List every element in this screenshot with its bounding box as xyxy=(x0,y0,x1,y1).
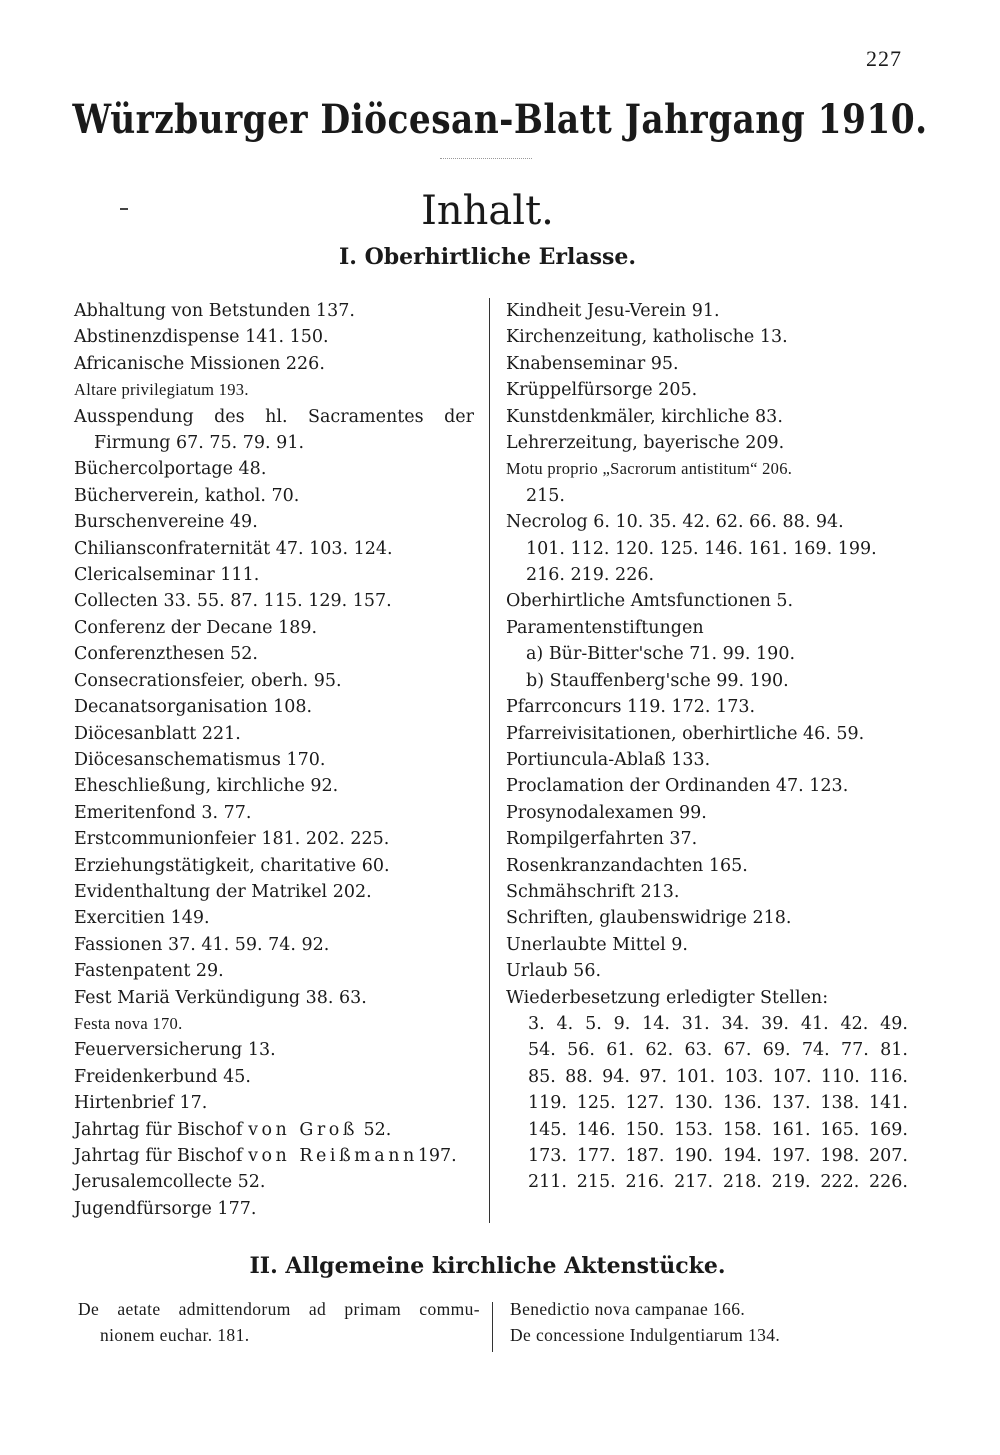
index-entry: Conferenzthesen 52. xyxy=(74,644,258,665)
index-column-left xyxy=(74,298,474,1222)
number-row xyxy=(528,1117,908,1143)
number-row xyxy=(528,1064,908,1090)
entry-page: 52. xyxy=(363,1119,392,1140)
page-reference: 177. xyxy=(576,1146,616,1166)
entry-name-spaced: von Groß xyxy=(248,1119,358,1140)
page-reference: 226. xyxy=(869,1172,908,1193)
page-reference: 215. xyxy=(576,1172,616,1193)
index-entry: Krüppelfürsorge 205. xyxy=(506,380,698,401)
page-reference: 88. xyxy=(565,1066,593,1087)
index-entry: Ausspendung des hl. Sacramentes der xyxy=(74,406,474,427)
index-entry: Exercitien 149. xyxy=(74,908,210,929)
title-divider xyxy=(440,158,532,159)
page-reference: 136. xyxy=(722,1093,762,1114)
index-entry: Abstinenzdispense 141. 150. xyxy=(74,327,329,348)
index-entry: De aetate admittendorum ad primam commu- xyxy=(78,1299,480,1319)
index-entry: Pfarrconcurs 119. 172. 173. xyxy=(506,697,756,718)
page-reference: 56. xyxy=(567,1040,595,1061)
page-reference: 69. xyxy=(762,1040,791,1061)
page-reference: 85. xyxy=(528,1066,556,1087)
index-subentry: b) Stauffenberg'sche 99. 190. xyxy=(526,670,789,691)
index-entry: Fassionen 37. 41. 59. 74. 92. xyxy=(74,934,330,955)
wiederbesetzung-number-list xyxy=(506,1011,906,1196)
index-entry-continuation: 215. xyxy=(526,485,565,506)
index-entry: Consecrationsfeier, oberh. 95. xyxy=(74,670,342,691)
index-entry: Proclamation der Ordinanden 47. 123. xyxy=(506,776,849,797)
page-reference: 127. xyxy=(625,1093,665,1114)
page-reference: 138. xyxy=(820,1093,860,1114)
index-entry: Erstcommunionfeier 181. 202. 225. xyxy=(74,829,390,850)
index-entry: Conferenz der Decane 189. xyxy=(74,617,318,638)
index-entry: Motu proprio „Sacrorum antistitum“ 206. xyxy=(506,459,793,479)
index-entry: Oberhirtliche Amtsfunctionen 5. xyxy=(506,591,794,612)
page-reference: 211. xyxy=(528,1172,567,1193)
page-reference: 187. xyxy=(625,1146,665,1166)
page-reference: 39. xyxy=(761,1013,789,1034)
page-reference: 197. xyxy=(771,1146,811,1166)
page-reference: 101. xyxy=(676,1066,716,1087)
index-entry: Kindheit Jesu-Verein 91. xyxy=(506,301,720,321)
page-reference: 190. xyxy=(674,1146,714,1166)
index-entry: Unerlaubte Mittel 9. xyxy=(506,934,688,955)
index-entry: Lehrerzeitung, bayerische 209. xyxy=(506,433,785,454)
page-reference: 67. xyxy=(723,1040,752,1061)
index-entry: Feuerversicherung 13. xyxy=(74,1040,276,1061)
page-reference: 216. xyxy=(625,1172,665,1193)
entry-text: Jahrtag für Bischof xyxy=(74,1146,243,1166)
index-entry: Chiliansconfraternität 47. 103. 124. xyxy=(74,538,393,559)
index-entry: Diöcesanschematismus 170. xyxy=(74,749,326,770)
index-entry: Kirchenzeitung, katholische 13. xyxy=(506,327,788,348)
index-entry: Decanatsorganisation 108. xyxy=(74,697,313,718)
page-reference: 103. xyxy=(724,1066,764,1087)
page-reference: 153. xyxy=(674,1119,714,1140)
page-reference: 137. xyxy=(771,1093,811,1114)
page-reference: 145. xyxy=(528,1119,567,1140)
entry-page: 197. xyxy=(417,1146,457,1166)
page-reference: 42. xyxy=(840,1013,869,1034)
page-reference: 173. xyxy=(528,1146,567,1166)
index-entry: Wiederbesetzung erledigter Stellen: xyxy=(506,987,829,1008)
index-entry xyxy=(74,1117,474,1143)
index-entry: Benedictio nova campanae 166. xyxy=(510,1299,746,1319)
index-entry: Collecten 33. 55. 87. 115. 129. 157. xyxy=(74,591,392,612)
page-reference: 158. xyxy=(722,1119,762,1140)
page-reference: 77. xyxy=(841,1040,869,1061)
index-entry: Emeritenfond 3. 77. xyxy=(74,802,252,823)
page-number: 227 xyxy=(866,46,902,71)
page-reference: 146. xyxy=(576,1119,616,1140)
section-heading-oberhirtliche-erlasse: I. Oberhirtliche Erlasse. xyxy=(338,244,636,270)
page-reference: 3. xyxy=(528,1013,545,1034)
page-reference: 9. xyxy=(613,1013,631,1034)
entry-name-spaced: von Reißmann xyxy=(248,1146,418,1166)
page-reference: 97. xyxy=(639,1066,668,1087)
index-entry-continuation: nionem euchar. 181. xyxy=(100,1325,250,1345)
index-entry xyxy=(74,1143,474,1169)
index-entry: Jerusalemcollecte 52. xyxy=(74,1172,266,1193)
index-entry: Knabenseminar 95. xyxy=(506,353,679,374)
index-entry: Rosenkranzandachten 165. xyxy=(506,855,748,876)
column-divider xyxy=(492,1302,493,1352)
number-row xyxy=(528,1169,908,1195)
page-reference: 4. xyxy=(556,1013,574,1034)
index-entry: Clericalseminar 111. xyxy=(74,565,260,586)
page-reference: 110. xyxy=(820,1066,860,1087)
page-reference: 141. xyxy=(869,1093,908,1114)
page-reference: 194. xyxy=(722,1146,762,1166)
page-reference: 14. xyxy=(642,1013,670,1034)
index-entry: Pfarreivisitationen, oberhirtliche 46. 59. xyxy=(506,723,865,744)
page-reference: 198. xyxy=(820,1146,860,1166)
index-entry: Fest Mariä Verkündigung 38. 63. xyxy=(74,987,367,1008)
index-subentry: a) Bür-Bitter'sche 71. 99. 190. xyxy=(526,644,796,665)
aktenstuecke-column-right xyxy=(510,1296,930,1348)
index-entry: Eheschließung, kirchliche 92. xyxy=(74,776,339,797)
page-reference: 74. xyxy=(801,1040,830,1061)
page-reference: 218. xyxy=(722,1172,762,1193)
index-entry-continuation: Firmung 67. 75. 79. 91. xyxy=(94,433,305,454)
index-entry: Portiuncula-Ablaß 133. xyxy=(506,749,711,770)
index-entry: Rompilgerfahrten 37. xyxy=(506,829,698,850)
number-row xyxy=(528,1037,908,1063)
index-entry: Schmähschrift 213. xyxy=(506,881,680,902)
page-reference: 63. xyxy=(684,1040,713,1061)
index-entry-continuation: 216. 219. 226. xyxy=(526,565,655,586)
page-reference: 62. xyxy=(645,1040,674,1061)
number-row xyxy=(528,1090,908,1116)
index-entry: Necrolog 6. 10. 35. 42. 62. 66. 88. 94. xyxy=(506,512,844,533)
index-entry: Africanische Missionen 226. xyxy=(74,353,325,374)
index-entry: Prosynodalexamen 99. xyxy=(506,802,707,823)
page-reference: 5. xyxy=(585,1013,602,1034)
page-reference: 219. xyxy=(771,1172,811,1193)
number-row xyxy=(528,1011,908,1037)
index-entry: Evidenthaltung der Matrikel 202. xyxy=(74,881,372,902)
page-reference: 165. xyxy=(820,1119,860,1140)
page-reference: 130. xyxy=(674,1093,714,1114)
index-entry: Burschenvereine 49. xyxy=(74,512,258,533)
page-reference: 31. xyxy=(681,1013,710,1034)
page-reference: 125. xyxy=(576,1093,616,1114)
entry-text: Jahrtag für Bischof xyxy=(74,1119,243,1140)
section-heading-allgemeine-aktenstuecke: II. Allgemeine kirchliche Aktenstücke. xyxy=(249,1253,726,1279)
page-reference: 217. xyxy=(674,1172,714,1193)
page-reference: 54. xyxy=(528,1040,556,1061)
page-reference: 119. xyxy=(528,1093,567,1114)
index-entry: De concessione Indulgentiarum 134. xyxy=(510,1325,781,1345)
index-entry: Abhaltung von Betstunden 137. xyxy=(74,301,355,321)
page-reference: 49. xyxy=(880,1013,908,1034)
journal-title: Würzburger Diöcesan-Blatt Jahrgang 1910. xyxy=(72,96,928,143)
contents-heading: Inhalt. xyxy=(421,188,554,234)
index-entry-continuation: 101. 112. 120. 125. 146. 161. 169. 199. xyxy=(526,538,877,559)
page-reference: 116. xyxy=(869,1066,908,1087)
page-reference: 107. xyxy=(772,1066,812,1087)
index-entry: Büchercolportage 48. xyxy=(74,459,267,480)
index-entry: Festa nova 170. xyxy=(74,1013,183,1033)
page-reference: 34. xyxy=(721,1013,750,1034)
number-row xyxy=(528,1143,908,1169)
page-reference: 222. xyxy=(820,1172,860,1193)
index-entry: Hirtenbrief 17. xyxy=(74,1093,208,1114)
page-reference: 81. xyxy=(880,1040,908,1061)
index-entry: Freidenkerbund 45. xyxy=(74,1066,251,1087)
page-reference: 207. xyxy=(869,1146,908,1166)
index-entry: Diöcesanblatt 221. xyxy=(74,723,241,744)
page-reference: 41. xyxy=(800,1013,829,1034)
index-column-right xyxy=(506,298,906,1196)
index-entry: Erziehungstätigkeit, charitative 60. xyxy=(74,855,390,876)
index-entry: Jugendfürsorge 177. xyxy=(74,1198,257,1219)
index-entry: Fastenpatent 29. xyxy=(74,961,224,982)
page-reference: 94. xyxy=(602,1066,630,1087)
index-entry: Bücherverein, kathol. 70. xyxy=(74,485,300,506)
page-reference: 150. xyxy=(625,1119,665,1140)
page-reference: 161. xyxy=(771,1119,811,1140)
aktenstuecke-column-left xyxy=(78,1296,480,1348)
column-divider xyxy=(489,298,490,1223)
index-entry: Urlaub 56. xyxy=(506,961,602,982)
index-entry: Paramentenstiftungen xyxy=(506,617,704,638)
page-reference: 169. xyxy=(869,1119,908,1140)
index-entry: Altare privilegiatum 193. xyxy=(74,380,249,400)
index-entry: Kunstdenkmäler, kirchliche 83. xyxy=(506,406,783,427)
page-reference: 61. xyxy=(606,1040,635,1061)
index-entry: Schriften, glaubenswidrige 218. xyxy=(506,908,792,929)
